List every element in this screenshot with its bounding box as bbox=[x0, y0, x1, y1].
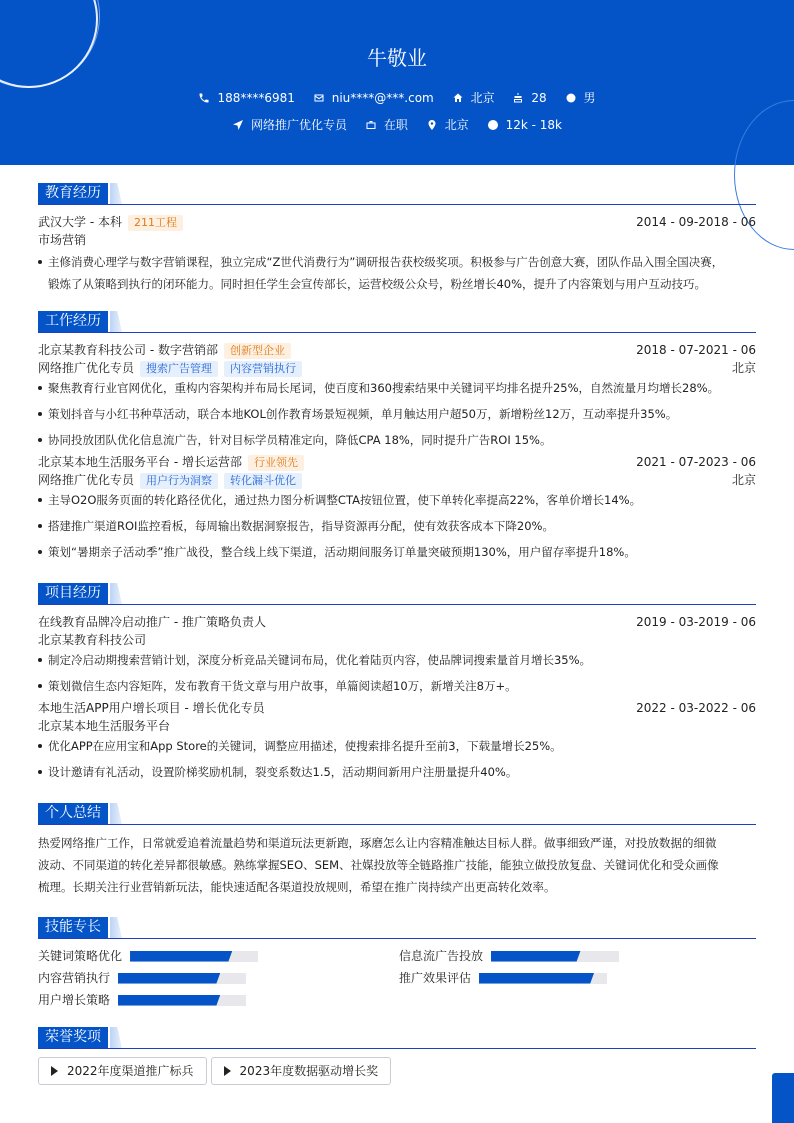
section-header bbox=[38, 917, 756, 939]
phone-item bbox=[198, 91, 294, 105]
section-header bbox=[38, 311, 756, 333]
section-title: 项目经历 bbox=[38, 583, 108, 604]
skill-tag: 转化漏斗优化 bbox=[224, 473, 302, 489]
section-title-tail bbox=[110, 583, 122, 604]
education-section bbox=[38, 183, 756, 295]
project-name: 本地生活APP用户增长项目 - 增长优化专员 bbox=[38, 701, 265, 715]
section-title: 技能专长 bbox=[38, 917, 108, 938]
triangle-right-icon bbox=[51, 1066, 58, 1076]
mail-icon bbox=[313, 92, 325, 104]
skill-bar bbox=[118, 995, 246, 1006]
summary-line: 波动、不同渠道的转化差异都很敏感。熟练掌握SEO、SEM、社媒投放等全链路推广技能，能独立做投放复盘、关键词优化和受众画像 bbox=[38, 858, 719, 872]
project-date: 2022 - 03-2022 - 06 bbox=[636, 701, 756, 715]
job-role-line bbox=[38, 471, 756, 489]
job-city: 北京 bbox=[731, 361, 756, 375]
awards-section bbox=[38, 1027, 756, 1085]
job-date: 2021 - 07-2023 - 06 bbox=[636, 455, 756, 469]
skill-tag: 内容营销执行 bbox=[224, 361, 302, 377]
project-bullet: 策划微信生态内容矩阵，发布教育干货文章与用户故事，单篇阅读超10万，新增关注8万+。 bbox=[38, 675, 756, 697]
project-org: 北京某教育科技公司 bbox=[38, 633, 147, 647]
section-title: 个人总结 bbox=[38, 803, 108, 824]
job-bullet: 策划抖音与小红书种草活动，联合本地KOL创作教育场景短视频，单月触达用户超50万，新增粉丝12万，互动率提升35%。 bbox=[38, 403, 756, 425]
section-title-tail bbox=[110, 803, 122, 824]
resume-header bbox=[0, 0, 794, 165]
job-company-line bbox=[38, 341, 756, 359]
major: 市场营销 bbox=[38, 233, 87, 247]
section-title-tail bbox=[110, 311, 122, 332]
summary-text bbox=[38, 832, 756, 898]
send-icon bbox=[232, 119, 244, 131]
section-title-tail bbox=[110, 183, 122, 204]
skill-bar bbox=[130, 951, 258, 962]
award-label: 2022年度渠道推广标兵 bbox=[67, 1064, 194, 1078]
education-entry bbox=[38, 213, 756, 231]
company-name: 北京某教育科技公司 - 数字营销部 bbox=[38, 343, 218, 357]
salary-text: 12k - 18k bbox=[505, 117, 562, 132]
skill-name: 用户增长策略 bbox=[38, 993, 111, 1007]
education-date: 2014 - 09-2018 - 06 bbox=[636, 215, 756, 229]
section-title-tail bbox=[110, 917, 122, 938]
briefcase-icon bbox=[365, 119, 377, 131]
skill-bar-fill bbox=[118, 995, 220, 1006]
job-bullet: 搭建推广渠道ROI监控看板，每周输出数据洞察报告，指导资源再分配，使有效获客成本下降20%。 bbox=[38, 515, 756, 537]
section-title-tail bbox=[110, 1027, 122, 1048]
triangle-right-icon bbox=[224, 1066, 231, 1076]
skill-bar bbox=[491, 951, 619, 962]
skill-name: 推广效果评估 bbox=[399, 971, 472, 985]
award-chip bbox=[211, 1057, 392, 1085]
skill-item bbox=[399, 947, 619, 965]
company-name: 北京某本地生活服务平台 - 增长运营部 bbox=[38, 455, 242, 469]
age-item bbox=[512, 91, 546, 105]
email-item bbox=[313, 91, 434, 105]
skill-name: 信息流广告投放 bbox=[399, 949, 484, 963]
money-icon bbox=[487, 119, 499, 131]
skill-tag: 用户行为洞察 bbox=[140, 473, 218, 489]
age-text: 28 bbox=[531, 90, 547, 105]
home-icon bbox=[452, 92, 464, 104]
skill-item bbox=[38, 969, 246, 987]
target-city-item bbox=[426, 116, 469, 133]
job-bullet: 主导O2O服务页面的转化路径优化，通过热力图分析调整CTA按钮位置，使下单转化率提高22%，客单价增长14%。 bbox=[38, 489, 756, 511]
job-company-line bbox=[38, 453, 756, 471]
city-item bbox=[452, 89, 495, 106]
city-text: 北京 bbox=[470, 91, 495, 105]
section-header bbox=[38, 583, 756, 605]
company-tag: 行业领先 bbox=[248, 455, 304, 471]
section-header bbox=[38, 803, 756, 825]
education-description bbox=[38, 251, 756, 295]
school-name: 武汉大学 - 本科 bbox=[38, 215, 122, 229]
skill-bar-fill bbox=[130, 951, 232, 962]
phone-text: 188****6981 bbox=[217, 90, 295, 105]
job-role: 网络推广优化专员 bbox=[38, 473, 135, 487]
skills-section bbox=[38, 917, 756, 1012]
target-position-text: 网络推广优化专员 bbox=[251, 118, 348, 132]
description-line: 主修消费心理学与数字营销课程，独立完成“Z世代消费行为”调研报告获校级奖项。积极参与广告创意大赛，团队作品入围全国决赛， bbox=[48, 255, 724, 269]
skill-name: 关键词策略优化 bbox=[38, 949, 123, 963]
summary-line: 梳理。长期关注行业营销新玩法，能快速适配各渠道投放规则，希望在推广岗持续产出更高转化效率。 bbox=[38, 880, 556, 894]
section-header bbox=[38, 1027, 756, 1049]
skill-name: 内容营销执行 bbox=[38, 971, 111, 985]
gender-item bbox=[565, 89, 596, 106]
skill-item bbox=[399, 969, 607, 987]
location-pin-icon bbox=[426, 119, 438, 131]
project-bullet: 制定冷启动期搜索营销计划，深度分析竞品关键词布局，优化着陆页内容，使品牌词搜索量首月增长35%。 bbox=[38, 649, 756, 671]
project-title-line bbox=[38, 699, 756, 717]
section-header bbox=[38, 183, 756, 205]
job-date: 2018 - 07-2021 - 06 bbox=[636, 343, 756, 357]
skill-bar bbox=[118, 973, 246, 984]
project-org: 北京某本地生活服务平台 bbox=[38, 719, 171, 733]
email-text: niu****@***.com bbox=[331, 90, 434, 105]
award-chip bbox=[38, 1057, 207, 1085]
gender-icon bbox=[565, 92, 577, 104]
target-city-text: 北京 bbox=[444, 118, 469, 132]
cake-icon bbox=[512, 92, 524, 104]
skill-bar-fill bbox=[491, 951, 581, 962]
job-role: 网络推广优化专员 bbox=[38, 361, 135, 375]
skill-tag: 搜索广告管理 bbox=[140, 361, 218, 377]
skills-grid bbox=[38, 946, 756, 1012]
job-bullet: 协同投放团队优化信息流广告，针对目标学员精准定向，降低CPA 18%，同时提升广告ROI 15%。 bbox=[38, 429, 756, 451]
job-bullet: 策划“暑期亲子活动季”推广战役，整合线上线下渠道，活动期间服务订单量突破预期130%，用户留存率提升18%。 bbox=[38, 541, 756, 563]
project-date: 2019 - 03-2019 - 06 bbox=[636, 615, 756, 629]
contact-row bbox=[0, 89, 794, 107]
school-tag: 211工程 bbox=[128, 215, 183, 231]
award-label: 2023年度数据驱动增长奖 bbox=[239, 1064, 379, 1078]
project-name: 在线教育品牌冷启动推广 - 推广策略负责人 bbox=[38, 615, 266, 629]
decorative-corner-bar bbox=[772, 1073, 794, 1123]
skill-item bbox=[38, 991, 246, 1009]
skill-item bbox=[38, 947, 258, 965]
candidate-name: 牛敬业 bbox=[367, 46, 427, 70]
target-position-item bbox=[232, 116, 347, 133]
project-bullet: 设计邀请有礼活动，设置阶梯奖励机制，裂变系数达1.5，活动期间新用户注册量提升40%。 bbox=[38, 761, 756, 783]
job-role-line bbox=[38, 359, 756, 377]
project-bullet: 优化APP在应用宝和App Store的关键词，调整应用描述，使搜索排名提升至前3，下载量增长25%。 bbox=[38, 735, 756, 757]
phone-icon bbox=[198, 92, 210, 104]
salary-item bbox=[487, 118, 562, 132]
skill-bar bbox=[479, 973, 607, 984]
gender-text: 男 bbox=[583, 91, 596, 105]
summary-section bbox=[38, 803, 756, 898]
job-city: 北京 bbox=[731, 473, 756, 487]
skill-bar-fill bbox=[118, 973, 220, 984]
summary-line: 热爱网络推广工作，日常就爱追着流量趋势和渠道玩法更新跑，琢磨怎么让内容精准触达目标人群。做事细致严谨，对投放数据的细微 bbox=[38, 836, 717, 850]
work-section bbox=[38, 311, 756, 563]
work-status-item bbox=[365, 116, 408, 133]
section-title: 荣誉奖项 bbox=[38, 1027, 108, 1048]
section-title: 教育经历 bbox=[38, 183, 108, 204]
company-tag: 创新型企业 bbox=[224, 343, 291, 359]
skill-bar-fill bbox=[479, 973, 594, 984]
project-title-line bbox=[38, 613, 756, 631]
description-line: 锻炼了从策略到执行的闭环能力。同时担任学生会宣传部长，运营校级公众号，粉丝增长40%，提升了内容策划与用户互动技巧。 bbox=[48, 277, 707, 291]
job-intent-row bbox=[0, 116, 794, 134]
section-title: 工作经历 bbox=[38, 311, 108, 332]
work-status-text: 在职 bbox=[383, 118, 408, 132]
projects-section bbox=[38, 583, 756, 783]
job-bullet: 聚焦教育行业官网优化，重构内容架构并布局长尾词，使百度和360搜索结果中关键词平均排名提升25%，自然流量月均增长28%。 bbox=[38, 377, 756, 399]
awards-list bbox=[38, 1057, 756, 1085]
